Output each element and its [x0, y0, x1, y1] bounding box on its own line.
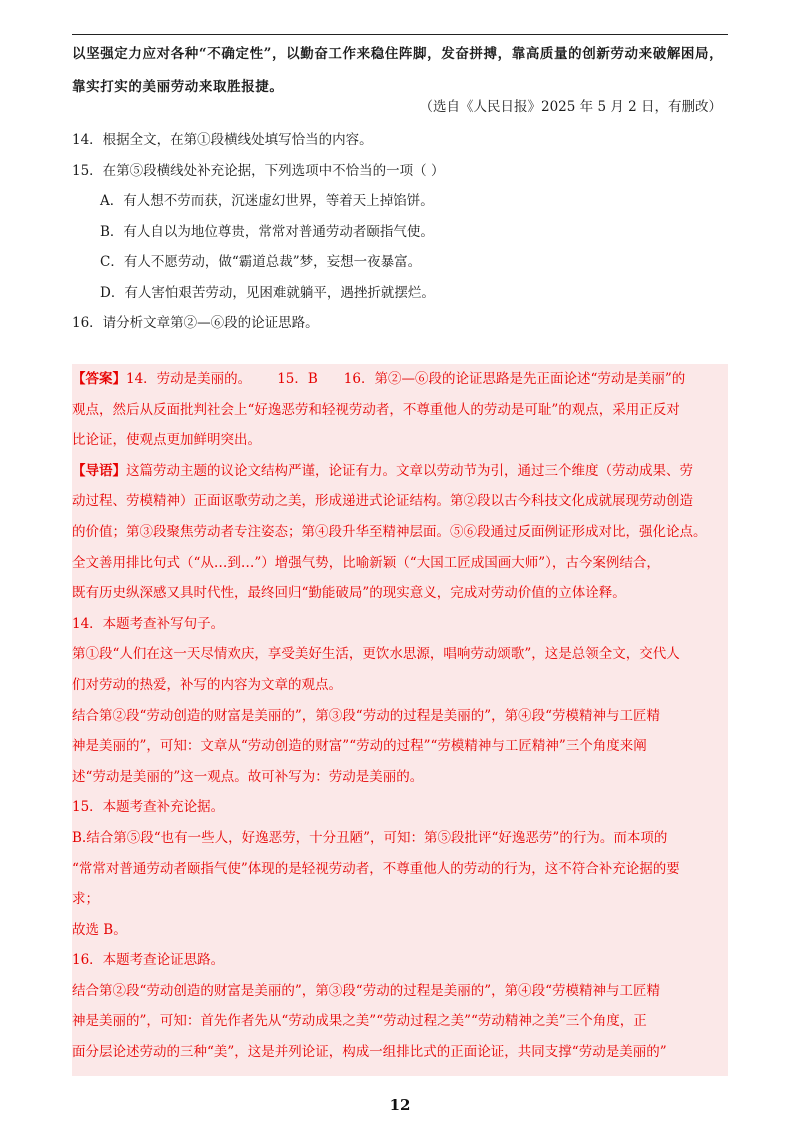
question-16: 16．请分析文章第②—⑥段的论证思路。	[72, 315, 319, 331]
answer-line: 比论证，使观点更加鲜明突出。	[72, 432, 261, 449]
top-rule	[72, 34, 728, 35]
answer-16: 16．第②—⑥段的论证思路是先正面论述“劳动是美丽”的	[343, 371, 686, 387]
question-14: 14．根据全文，在第①段横线处填写恰当的内容。	[72, 132, 373, 148]
answer-line: 观点，然后从反面批判社会上“好逸恶劳和轻视劳动者，不尊重他人的劳动是可耻”的观点，采用正反对	[72, 401, 680, 418]
question-15: 15．在第⑤段横线处补充论据，下列选项中不恰当的一项（ ）	[72, 162, 445, 179]
option-a: A．有人想不劳而获，沉迷虚幻世界，等着天上掉馅饼。	[100, 193, 434, 209]
answer-summary-line	[72, 364, 728, 395]
answer-line: 的价值；第③段聚焦劳动者专注姿态；第④段升华至精神层面。⑤⑥段通过反面例证形成对比，强化论点。	[72, 523, 707, 540]
answer-line: 既有历史纵深感又具时代性，最终回归“勤能破局”的现实意义，完成对劳动价值的立体诠释。	[72, 585, 626, 602]
questions-section	[72, 125, 728, 339]
option-b: B．有人自以为地位尊贵，常常对普通劳动者颐指气使。	[100, 223, 434, 240]
answer-line: 全文善用排比句式（“从…到…”）增强气势，比喻新颖（“大国工匠成国画大师”），古今案例结合，	[72, 554, 660, 571]
page-number: 12	[389, 1096, 411, 1114]
guide-text: 这篇劳动主题的议论文结构严谨，论证有力。文章以劳动节为引，通过三个维度（劳动成果、劳	[126, 462, 693, 479]
answer-line: 求；	[72, 891, 99, 908]
answer-line: 面分层论述劳动的三种“美”，这是并列论证，构成一组排比式的正面论证，共同支撑“劳动是美丽的”	[72, 1044, 667, 1061]
passage-line-2: 靠实打实的美丽劳动来取胜报捷。	[72, 79, 284, 95]
answer-line: 们对劳动的热爱，补写的内容为文章的观点。	[72, 676, 342, 693]
answer-line: 16．本题考查论证思路。	[72, 952, 225, 969]
answer-line: 动过程、劳模精神）正面讴歌劳动之美，形成递进式论证结构。第②段以古今科技文化成就展现劳动创造	[72, 493, 693, 510]
answer-line: 神是美丽的”，可知：文章从“劳动创造的财富”“劳动的过程”“劳模精神与工匠精神”三个角度来阐	[72, 738, 647, 755]
answer-line: 故选 B。	[72, 921, 127, 938]
passage-line-1: 以坚强定力应对各种“不确定性”，以勤奋工作来稳住阵脚，发奋拼搏，靠高质量的创新劳动来破解困局，	[72, 46, 724, 62]
option-c: C．有人不愿劳动，做“霸道总裁”梦，妄想一夜暴富。	[100, 254, 422, 270]
guide-tag: 【导语】	[72, 462, 126, 479]
answer-tag: 【答案】	[72, 371, 126, 387]
guide-line	[72, 456, 728, 487]
answer-line: “常常对普通劳动者颐指气使”体现的是轻视劳动者，不尊重他人的劳动的行为，这不符合补充论据的要	[72, 860, 680, 877]
passage-source: （选自《人民日报》2025 年 5 月 2 日，有删改）	[419, 99, 722, 115]
answer-15: 15．B	[277, 371, 318, 387]
answer-line: 14．本题考查补写句子。	[72, 615, 225, 632]
option-d: D．有人害怕艰苦劳动，见困难就躺平，遇挫折就摆烂。	[100, 284, 435, 301]
answer-line: B.结合第⑤段“也有一些人，好逸恶劳，十分丑陋”，可知：第⑤段批评“好逸恶劳”的行为。而本项的	[72, 829, 668, 846]
answer-line: 述“劳动是美丽的”这一观点。故可补写为：劳动是美丽的。	[72, 768, 424, 785]
answer-line: 神是美丽的”，可知：首先作者先从“劳动成果之美”“劳动过程之美”“劳动精神之美”三个角度，正	[72, 1013, 647, 1030]
answer-section	[72, 364, 728, 1076]
answer-line: 结合第②段“劳动创造的财富是美丽的”，第③段“劳动的过程是美丽的”，第④段“劳模精神与工匠精	[72, 707, 661, 724]
answer-line: 15．本题考查补充论据。	[72, 799, 225, 816]
answer-line: 第①段“人们在这一天尽情欢庆，享受美好生活，更饮水思源，唱响劳动颂歌”，这是总领全文，交代人	[72, 646, 680, 663]
answer-line: 结合第②段“劳动创造的财富是美丽的”，第③段“劳动的过程是美丽的”，第④段“劳模精神与工匠精	[72, 982, 661, 999]
answer-14: 14．劳动是美丽的。	[126, 371, 252, 387]
